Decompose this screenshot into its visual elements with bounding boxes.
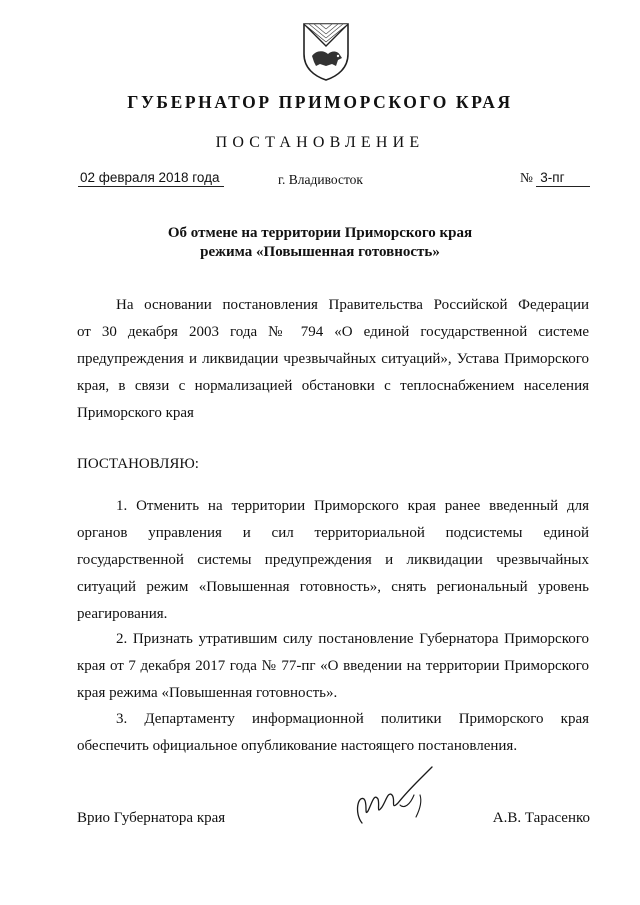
number-sign: № xyxy=(520,170,533,185)
item-1-paragraph xyxy=(77,493,589,628)
document-number: 3-пг xyxy=(536,170,590,187)
text-line: ситуаций режим «Повышенная готовность», снять региональный уровень xyxy=(77,579,589,595)
text-line: от 30 декабря 2003 года № 794 «О единой государственной системе xyxy=(77,324,589,340)
signatory-title: Врио Губернатора края xyxy=(77,810,226,826)
text-line: края режима «Повышенная готовность». xyxy=(77,685,338,701)
text-line: органов управления и сил территориальной подсистемы единой xyxy=(77,525,589,541)
text-line: края, в связи с нормализацией обстановки с теплоснабжением населения xyxy=(77,378,589,394)
text-line: обеспечить официальное опубликование настоящего постановления. xyxy=(77,738,518,754)
text-line: реагирования. xyxy=(77,606,168,622)
subject-line: режима «Повышенная готовность» xyxy=(200,244,440,260)
signatory-name: А.В. Тарасенко xyxy=(492,810,590,826)
text-line: государственной системы предупреждения и ликвидации чрезвычайных xyxy=(77,552,589,568)
text-line: 3. Департаменту информационной политики Приморского края xyxy=(116,711,589,727)
document-date: 02 февраля 2018 года xyxy=(78,170,224,187)
item-2-paragraph xyxy=(77,626,589,707)
subject-line: Об отмене на территории Приморского края xyxy=(167,225,473,241)
item-3-paragraph xyxy=(77,706,589,760)
document-number-field xyxy=(520,170,590,187)
text-line: На основании постановления Правительства Российской Федерации xyxy=(116,297,589,313)
coat-of-arms-icon xyxy=(300,20,352,82)
text-line: края от 7 декабря 2017 года № 77-пг «О введении на территории Приморского xyxy=(77,658,589,674)
document-city: г. Владивосток xyxy=(278,172,363,187)
text-line: Приморского края xyxy=(77,405,194,421)
preamble-paragraph xyxy=(77,292,589,427)
text-line: предупреждения и ликвидации чрезвычайных ситуаций», Устава Приморского xyxy=(77,351,589,367)
resolve-heading: ПОСТАНОВЛЯЮ: xyxy=(77,456,199,472)
document-type: ПОСТАНОВЛЕНИЕ xyxy=(215,134,425,151)
text-line: 1. Отменить на территории Приморского края ранее введенный для xyxy=(116,498,589,514)
authority-title: ГУБЕРНАТОР ПРИМОРСКОГО КРАЯ xyxy=(127,92,513,112)
document-subject xyxy=(0,224,640,262)
text-line: 2. Признать утратившим силу постановление Губернатора Приморского xyxy=(116,631,589,647)
handwritten-signature-icon xyxy=(340,765,450,835)
